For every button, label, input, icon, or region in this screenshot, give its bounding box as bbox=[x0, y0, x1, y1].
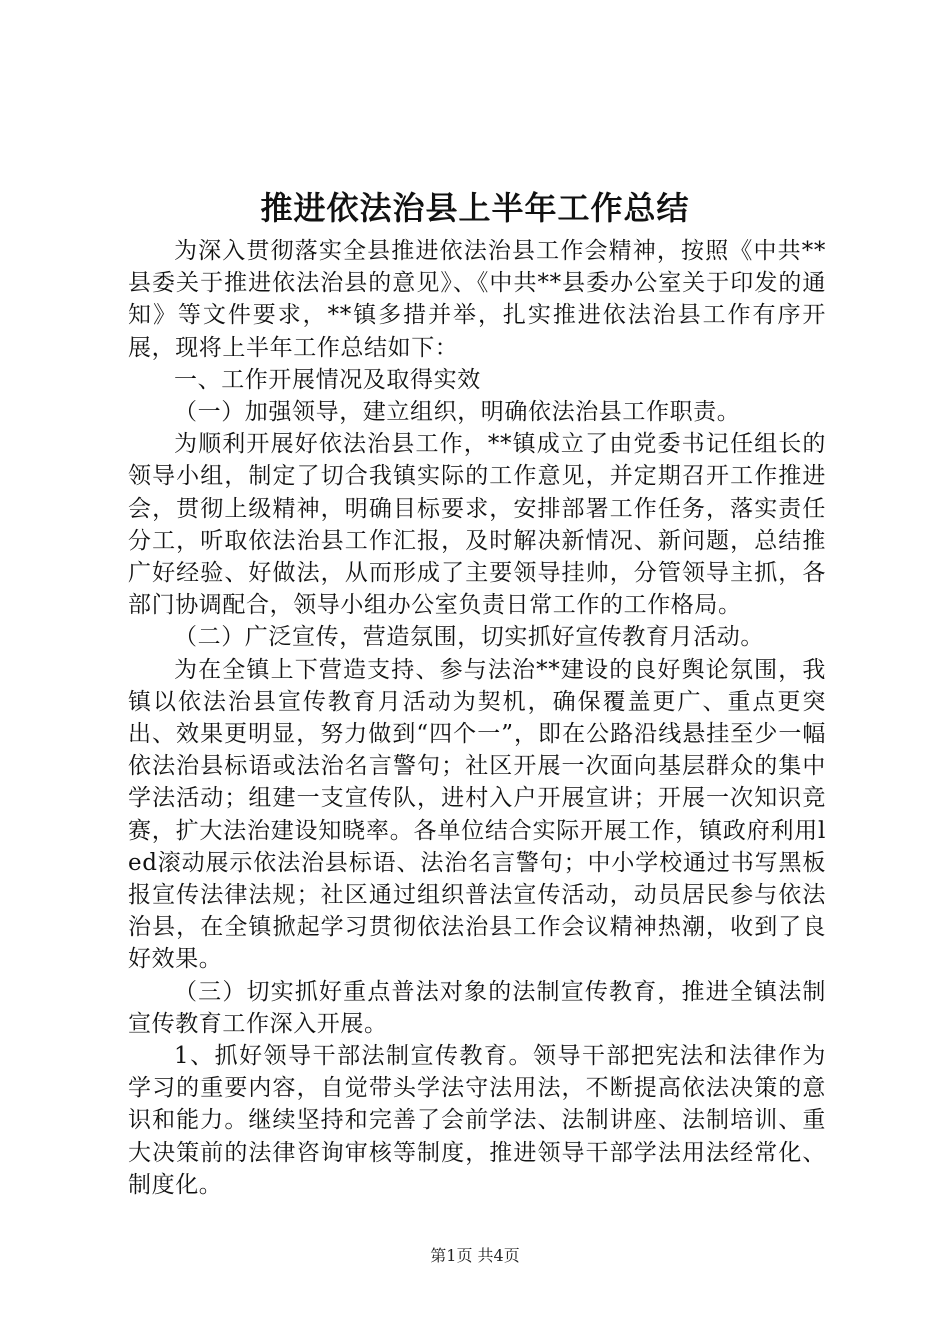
section-heading-1: 一、工作开展情况及取得实效 bbox=[174, 366, 481, 393]
subsection-heading-3: （三）切实抓好重点普法对象的法制宣传教育，推进全镇法制宣传教育工作深入开展。 bbox=[128, 978, 826, 1037]
subsection-heading-1: （一）加强领导，建立组织，明确依法治县工作职责。 bbox=[174, 399, 741, 426]
page-number: 第1页 共4页 bbox=[430, 1246, 520, 1265]
document-body bbox=[128, 235, 826, 1201]
subsection-heading-2: （二）广泛宣传，营造氛围，切实抓好宣传教育月活动。 bbox=[174, 624, 764, 651]
body-paragraph-2: 为在全镇上下营造支持、参与法治**建设的良好舆论氛围，我镇以依法治县宣传教育月活动为契机，确保覆盖更广、重点更突出、效果更明显，努力做到“四个一”，即在公路沿线悬挂至少一幅依法治县标语或法治名言警句；社区开展一次面向基层群众的集中学法活动；组建一支宣传队，进村入户开展宣讲；开展一次知识竞赛，扩大法治建设知晓率。各单位结合实际开展工作，镇政府利用led滚动展示依法治县标语、法治名言警句；中小学校通过书写黑板报宣传法律法规；社区通过组织普法宣传活动，动员居民参与依法治县，在全镇掀起学习贯彻依法治县工作会议精神热潮，收到了良好效果。 bbox=[128, 656, 826, 973]
body-paragraph-3: 1、抓好领导干部法制宣传教育。领导干部把宪法和法律作为学习的重要内容，自觉带头学法守法用法，不断提高依法决策的意识和能力。继续坚持和完善了会前学法、法制讲座、法制培训、重大决策前的法律咨询审核等制度，推进领导干部学法用法经常化、制度化。 bbox=[128, 1043, 826, 1198]
body-paragraph-1: 为顺利开展好依法治县工作，**镇成立了由党委书记任组长的领导小组，制定了切合我镇实际的工作意见，并定期召开工作推进会，贯彻上级精神，明确目标要求，安排部署工作任务，落实责任分工，听取依法治县工作汇报，及时解决新情况、新问题，总结推广好经验、好做法，从而形成了主要领导挂帅，分管领导主抓，各部门协调配合，领导小组办公室负责日常工作的工作格局。 bbox=[128, 431, 826, 619]
document-title: 推进依法治县上半年工作总结 bbox=[260, 189, 690, 227]
intro-paragraph: 为深入贯彻落实全县推进依法治县工作会精神，按照《中共**县委关于推进依法治县的意见》、《中共**县委办公室关于印发的通知》等文件要求，**镇多措并举，扎实推进依法治县工作有序开展，现将上半年工作总结如下： bbox=[128, 238, 826, 361]
